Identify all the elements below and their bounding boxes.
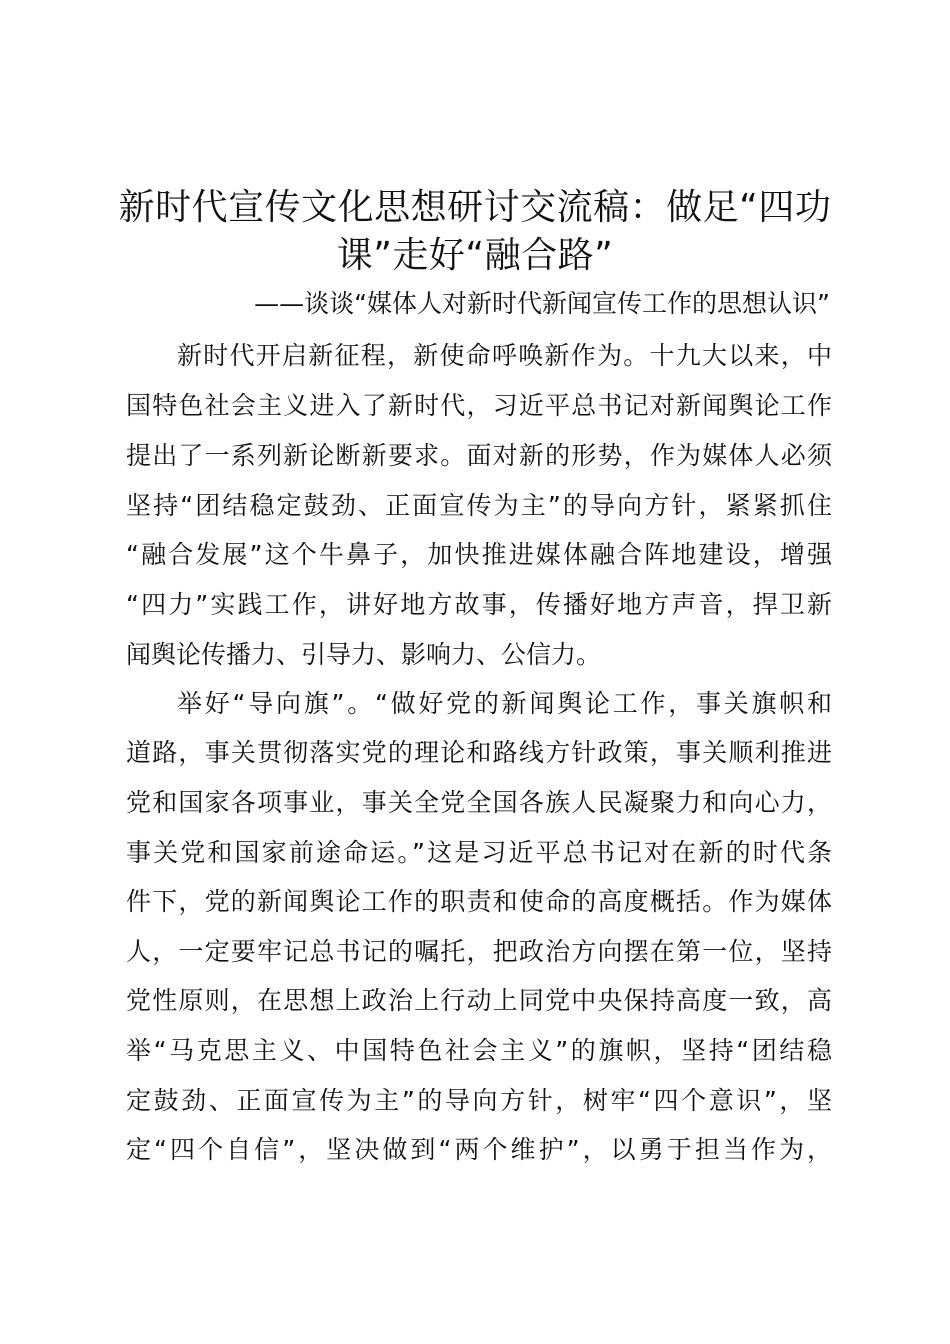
document-subtitle: ——谈谈“媒体人对新时代新闻宣传工作的思想认识” bbox=[254, 289, 830, 318]
paragraph-1-line-7: 闻舆论传播力、引导力、影响力、公信力。 bbox=[126, 640, 602, 669]
paragraph-2-line-1: 举好“导向旗”。“做好党的新闻舆论工作，事关旗帜和 bbox=[177, 689, 832, 718]
paragraph-1-line-4: 坚持“团结稳定鼓劲、正面宣传为主”的导向方针，紧紧抓住 bbox=[126, 491, 832, 520]
paragraph-2-line-7: 党性原则，在思想上政治上行动上同党中央保持高度一致，高 bbox=[126, 986, 832, 1015]
paragraph-2-line-8: 举“马克思主义、中国特色社会主义”的旗帜，坚持“团结稳 bbox=[126, 1036, 832, 1065]
paragraph-2-line-6: 人，一定要牢记总书记的嘱托，把政治方向摆在第一位，坚持 bbox=[126, 937, 832, 966]
paragraph-2-line-5: 件下，党的新闻舆论工作的职责和使命的高度概括。作为媒体 bbox=[126, 887, 832, 916]
paragraph-1-line-3: 提出了一系列新论断新要求。面对新的形势，作为媒体人必须 bbox=[126, 441, 832, 470]
paragraph-2-line-2: 道路，事关贯彻落实党的理论和路线方针政策，事关顺利推进 bbox=[126, 738, 832, 767]
paragraph-1-line-2: 国特色社会主义进入了新时代，习近平总书记对新闻舆论工作 bbox=[126, 391, 832, 420]
document-title-line-1: 新时代宣传文化思想研讨交流稿：做足“四功 bbox=[118, 187, 832, 228]
paragraph-1-line-5: “融合发展”这个牛鼻子，加快推进媒体融合阵地建设，增强 bbox=[126, 540, 832, 569]
paragraph-2-line-4: 事关党和国家前途命运。”这是习近平总书记对在新的时代条 bbox=[126, 838, 832, 867]
paragraph-2-line-3: 党和国家各项事业，事关全党全国各族人民凝聚力和向心力， bbox=[126, 788, 832, 817]
paragraph-2-line-9: 定鼓劲、正面宣传为主”的导向方针，树牢“四个意识”，坚 bbox=[126, 1086, 832, 1115]
paragraph-1-line-6: “四力”实践工作，讲好地方故事，传播好地方声音，捍卫新 bbox=[126, 590, 832, 619]
document-title-line-2: 课”走好“融合路” bbox=[336, 235, 614, 276]
paragraph-1-line-1: 新时代开启新征程，新使命呼唤新作为。十九大以来，中 bbox=[177, 341, 832, 370]
paragraph-2-line-10: 定“四个自信”，坚决做到“两个维护”，以勇于担当作为， bbox=[126, 1135, 832, 1164]
